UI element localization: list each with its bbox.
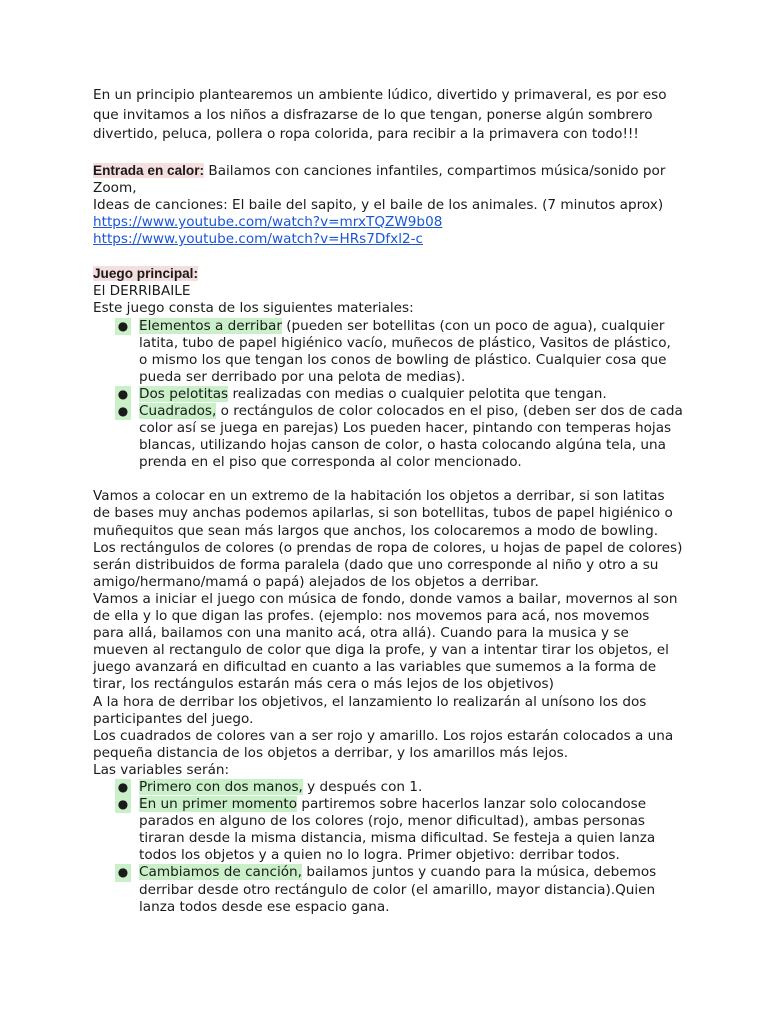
bullet-icon: ● (115, 796, 131, 813)
paragraph: Vamos a colocar en un extremo de la habitación los objetos a derribar, si son latitas de bases muy anchas podemos apilarlas, si son botellitas, tubos de papel higiénico o muñequitos que sean más largos que anchos, los colocaremos a modo de bowling. (93, 488, 673, 539)
list-item: ● Dos pelotitas realizadas con medias o cualquier pelotita que tengan. (115, 386, 683, 403)
youtube-link-1[interactable]: https://www.youtube.com/watch?v=mrxTQZW9b08 (93, 214, 443, 231)
document-page (93, 86, 683, 916)
variables-intro: Las variables serán: (93, 761, 230, 778)
paragraph: Los cuadrados de colores van a ser rojo y amarillo. Los rojos estarán colocados a una pequeña distancia de los objetos a derribar, y los amarillos más lejos. (93, 727, 674, 761)
game-name: El DERRIBAILE (93, 283, 191, 300)
spacer (93, 471, 683, 488)
list-item: ● Primero con dos manos, y después con 1. (115, 779, 683, 796)
materials-list (93, 318, 683, 472)
bullet-icon: ● (115, 318, 131, 335)
list-item: ● Cambiamos de canción, bailamos juntos y cuando para la música, debemos derribar desde otro rectángulo de color (el amarillo, mayor distancia).Quien lanza todos desde ese espacio gana. (115, 864, 683, 915)
paragraph: A la hora de derribar los objetivos, el lanzamiento lo realizarán al unísono los dos participantes del juego. (93, 693, 647, 727)
variables-list (93, 779, 683, 916)
warmup-paragraph (93, 162, 683, 197)
materials-intro: Este juego consta de los siguientes materiales: (93, 300, 414, 317)
warmup-text: Bailamos con canciones infantiles, compartimos música/sonido por Zoom, (93, 162, 666, 196)
paragraph: Vamos a iniciar el juego con música de fondo, donde vamos a bailar, movernos al son de ella y lo que digan las profes. (ejemplo: nos movemos para acá, nos movemos para allá, bailamos con una manito acá, otra allá). Cuando para la musica y se mueven al rectangulo de color que diga la profe, y van a intentar tirar los objetos, el juego avanzará en dificultad en cuanto a las variables que sumemos a la forma de tirar, los rectángulos estarán más cera o más lejos de los objetivos) (93, 590, 678, 693)
list-item: ● Elementos a derribar (pueden ser botellitas (con un poco de agua), cualquier latita, tubo de papel higiénico vacío, muñecos de plástico, Vasitos de plástico, o mismo los que tengan los conos de bowling de plástico. Cualquier cosa que pueda ser derribado por una pelota de medias). (115, 318, 683, 386)
songs-ideas: Ideas de canciones: El baile del sapito, y el baile de los animales. (7 minutos aprox) (93, 196, 664, 213)
youtube-link-2[interactable]: https://www.youtube.com/watch?v=HRs7Dfxl2-c (93, 231, 424, 248)
spacer (93, 248, 683, 265)
bullet-icon: ● (115, 386, 131, 403)
list-item: ● En un primer momento partiremos sobre hacerlos lanzar solo colocandose parados en alguno de los colores (rojo, menor dificultad), ambas personas tiraran desde la misma distancia, misma dificultad. Se festeja a quien lanza todos los objetos y a quien no lo logra. Primer objetivo: derribar todos. (115, 796, 683, 864)
bullet-icon: ● (115, 864, 131, 881)
bullet-icon: ● (115, 403, 131, 420)
bullet-icon: ● (115, 779, 131, 796)
paragraph: Los rectángulos de colores (o prendas de ropa de colores, u hojas de papel de colores) serán distribuidos de forma paralela (dado que uno corresponde al niño y otro a su amigo/hermano/mamá o papá) alejados de los objetos a derribar. (93, 539, 683, 590)
intro-paragraph: En un principio plantearemos un ambiente lúdico, divertido y primaveral, es por eso que invitamos a los niños a disfrazarse de lo que tengan, ponerse algún sombrero divertido, peluca, pollera o ropa colorida, para recibir a la primavera con todo!!! (93, 87, 667, 143)
list-item: ● Cuadrados, o rectángulos de color colocados en el piso, (deben ser dos de cada color así se juega en parejas) Los pueden hacer, pintando con temperas hojas blancas, utilizando hojas canson de color, o hasta colocando algúna tela, una prenda en el piso que corresponda al color mencionado. (115, 403, 683, 471)
warmup-title: Entrada en calor: (93, 162, 205, 178)
main-game-title: Juego principal: (93, 266, 198, 282)
spacer (93, 145, 683, 162)
